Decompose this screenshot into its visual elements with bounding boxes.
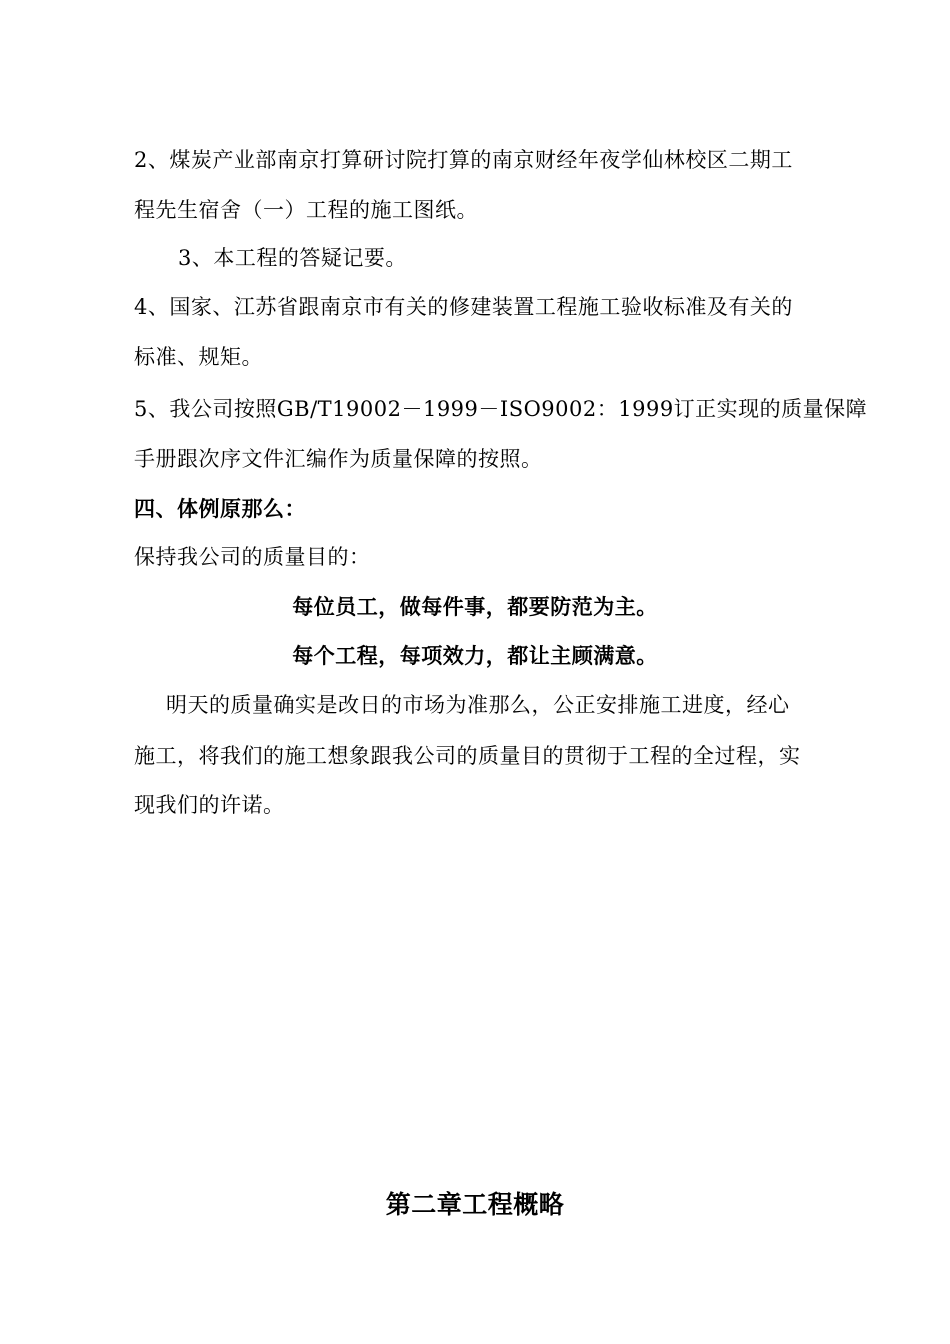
item5-line1: 5、我公司按照GB/T19002－1999－ISO9002：1999订正实现的质量保障 [134,397,868,421]
item5-line2: 手册跟次序文件汇编作为质量保障的按照。 [134,447,543,471]
paragraph-line2: 施工，将我们的施工想象跟我公司的质量目的贯彻于工程的全过程，实 [134,744,801,768]
item2-line1: 2、煤炭产业部南京打算研讨院打算的南京财经年夜学仙林校区二期工 [134,148,793,172]
item4-line2: 标准、规矩。 [134,345,263,369]
item4-line1: 4、国家、江苏省跟南京市有关的修建装置工程施工验收标准及有关的 [134,295,793,319]
quality-goal-intro: 保持我公司的质量目的： [134,545,371,569]
section-heading: 四、体例原那么： [134,497,306,521]
item2-line2: 程先生宿舍（一）工程的施工图纸。 [134,198,478,222]
quality-slogan-2: 每个工程，每项效力，都让主顾满意。 [292,644,658,668]
item3: 3、本工程的答疑记要。 [178,246,407,270]
paragraph-line3: 现我们的许诺。 [134,793,285,817]
paragraph-line1: 明天的质量确实是改日的市场为准那么，公正安排施工进度，经心 [166,693,790,717]
chapter-title: 第二章工程概略 [385,1190,565,1219]
quality-slogan-1: 每位员工，做每件事，都要防范为主。 [292,595,658,619]
